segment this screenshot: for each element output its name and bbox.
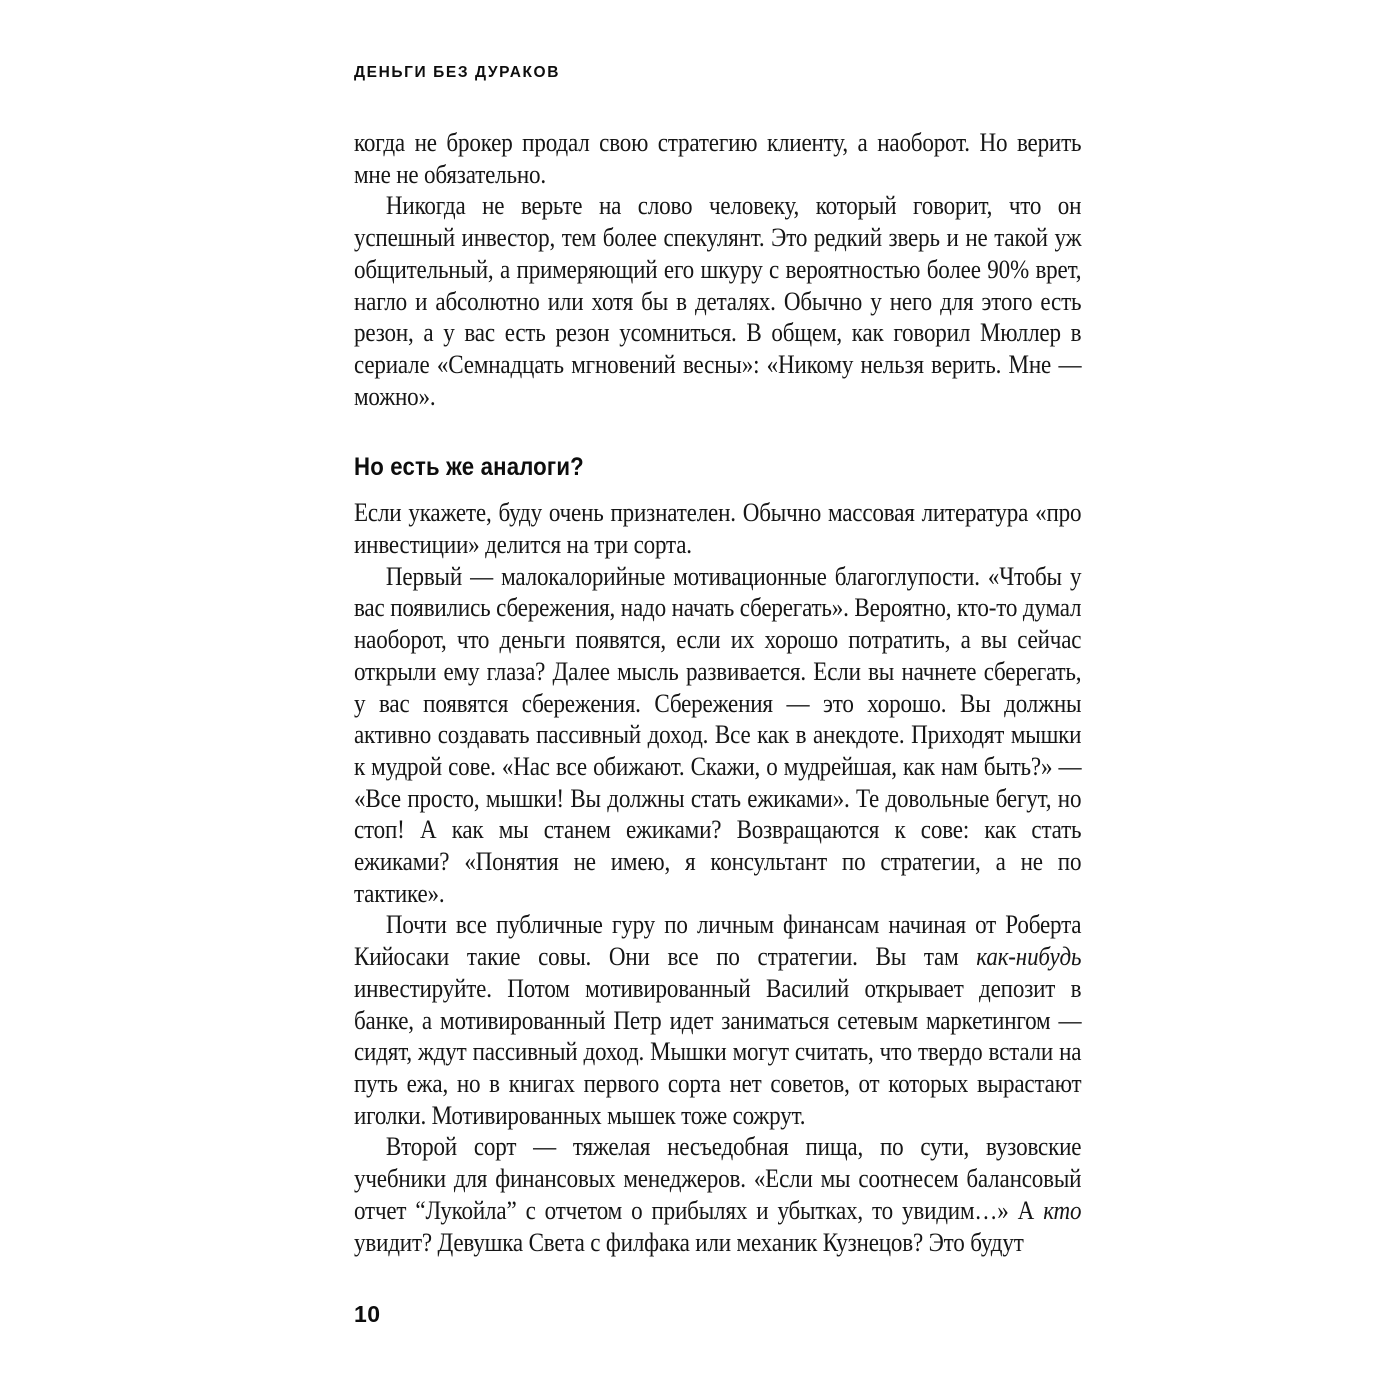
text-run: Первый — малокалорийные мотивационные благоглупости. «Чтобы у вас появились сбережения, надо начать сберегать». Вероятно, кто-то думал наоборот, что деньги появятся, если их хорошо потратить, а вы сейчас открыли ему глаза? Далее мысль развивается. Если вы начнете сберегать, у вас появятся сбережения. Сбережения — это хорошо. Вы должны активно создавать пассивный доход. Все как в анекдоте. Приходят мышки к мудрой сове. «Нас все обижают. Скажи, о мудрейшая, как нам быть?» — «Все просто, мышки! Вы должны стать ежиками». Те довольные бегут, но стоп! А как мы станем ежиками? Возвращаются к сове: как стать ежиками? «Понятия не имею, я консультант по стратегии, а не по тактике». [354, 561, 1082, 908]
body-paragraph [354, 127, 1081, 190]
page-number: 10 [354, 1301, 381, 1327]
body-paragraph [354, 190, 1081, 412]
text-run: Второй сорт — тяжелая несъедобная пища, по сути, вузовские учебники для финансовых менеджеров. «Если мы соотнесем балансовый отчет “Лукойла” с отчетом о прибылях и убытках, то увидим…» А [354, 1132, 1082, 1225]
text-run: когда не брокер продал свою стратегию клиенту, а наоборот. Но верить мне не обязательно. [354, 128, 1082, 189]
text-run: Никогда не верьте на слово человеку, который говорит, что он успешный инвестор, тем более спекулянт. Это редкий зверь и не такой уж общительный, а примеряющий его шкуру с вероятностью более 90% врет, нагло и абсолютно или хотя бы в деталях. Обычно у него для этого есть резон, а у вас есть резон усомниться. В общем, как говорил Мюллер в сериале «Семнадцать мгновений весны»: «Никому нельзя верить. Мне — можно». [354, 191, 1082, 411]
section-heading: Но есть же аналоги? [354, 453, 584, 482]
text-run: Почти все публичные гуру по личным финансам начиная от Роберта Кийосаки такие совы. Они все по стратегии. Вы там [354, 910, 1082, 972]
italic-text-run: кто [1043, 1195, 1082, 1225]
text-column [354, 127, 1081, 1258]
text-run: инвестируйте. Потом мотивированный Василий открывает депозит в банке, а мотивированный Петр идет заниматься сетевым маркетингом — сидят, ждут пассивный доход. Мышки могут считать, что твердо встали на путь ежа, но в книгах первого сорта нет советов, от которых вырастают иголки. Мотивированных мышек тоже сожрут. [354, 973, 1082, 1130]
running-header: ДЕНЬГИ БЕЗ ДУРАКОВ [354, 64, 560, 81]
text-run: увидит? Девушка Света с филфака или механик Кузнецов? Это будут [354, 1227, 1024, 1257]
body-paragraph [354, 561, 1081, 910]
italic-text-run: как-нибудь [976, 942, 1082, 972]
body-paragraph [354, 1131, 1081, 1258]
text-run: Если укажете, буду очень признателен. Обычно массовая литература «про инвестиции» делится на три сорта. [354, 498, 1082, 560]
body-paragraph [354, 909, 1081, 1131]
body-paragraph [354, 497, 1081, 560]
